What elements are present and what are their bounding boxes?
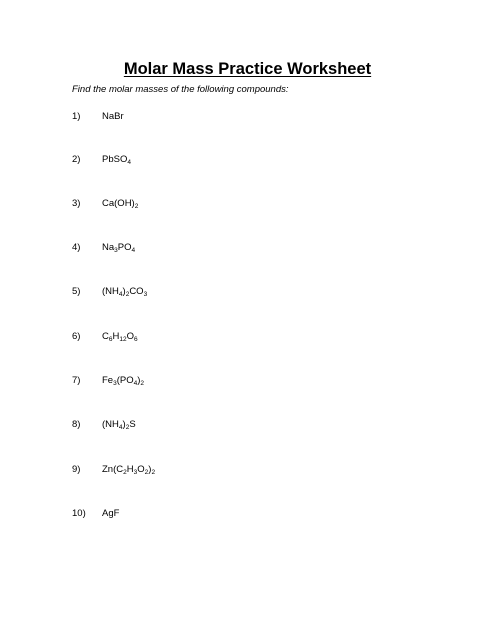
problem-item: [72, 419, 136, 431]
formula-text: ): [148, 464, 152, 475]
formula-text: O: [126, 331, 134, 342]
formula-text: (PO: [116, 375, 134, 386]
problem-number: 4): [72, 242, 81, 253]
formula-text: O: [137, 464, 145, 475]
worksheet-instructions: Find the molar masses of the following compounds:: [72, 84, 289, 95]
chemical-formula: [102, 508, 119, 519]
chemical-formula: [102, 464, 155, 475]
formula-text: NaBr: [102, 111, 124, 122]
chemical-formula: [102, 331, 138, 342]
formula-text: Fe: [102, 375, 114, 386]
formula-text: AgF: [102, 508, 120, 519]
formula-subscript: 6: [108, 336, 113, 343]
formula-text: Na: [102, 242, 115, 253]
formula-subscript: 6: [134, 336, 138, 343]
problem-item: [72, 111, 124, 123]
chemical-formula: [102, 198, 138, 209]
problem-number: 10): [72, 508, 86, 519]
formula-text: H: [126, 464, 134, 475]
formula-text: ): [122, 286, 126, 297]
problem-item: [72, 508, 119, 520]
formula-subscript: 4: [118, 291, 123, 298]
problem-number: 1): [72, 111, 81, 122]
formula-text: ): [137, 375, 141, 386]
worksheet-title: Molar Mass Practice Worksheet: [123, 60, 372, 78]
formula-text: ): [122, 419, 126, 430]
chemical-formula: [102, 419, 136, 430]
chemical-formula: [102, 154, 131, 165]
chemical-formula: [102, 375, 144, 386]
problem-item: [72, 154, 131, 166]
formula-subscript: 3: [133, 469, 138, 476]
problem-item: [72, 331, 138, 343]
formula-text: H: [112, 331, 120, 342]
problem-number: 9): [72, 464, 81, 475]
problem-item: [72, 375, 144, 387]
formula-subscript: 3: [143, 291, 148, 298]
formula-text: (NH: [102, 286, 119, 297]
formula-text: (NH: [102, 419, 119, 430]
formula-text: PO: [117, 242, 132, 253]
formula-subscript: 2: [125, 291, 130, 298]
formula-text: Ca(OH): [102, 198, 135, 209]
formula-subscript: 4: [133, 380, 138, 387]
problem-number: 6): [72, 331, 81, 342]
problem-number: 8): [72, 419, 81, 430]
formula-subscript: 2: [144, 469, 149, 476]
problem-number: 7): [72, 375, 81, 386]
formula-subscript: 12: [119, 336, 127, 343]
chemical-formula: [102, 242, 135, 253]
formula-subscript: 4: [118, 424, 123, 431]
formula-text: C: [102, 331, 109, 342]
formula-subscript: 2: [140, 380, 145, 387]
problem-item: [72, 198, 138, 210]
formula-text: PbSO: [102, 154, 128, 165]
problem-number: 3): [72, 198, 81, 209]
problem-item: [72, 464, 155, 476]
formula-subscript: 4: [127, 159, 131, 166]
formula-subscript: 2: [123, 469, 127, 476]
problem-item: [72, 286, 147, 298]
formula-subscript: 4: [131, 247, 136, 254]
formula-subscript: 2: [151, 469, 156, 476]
formula-subscript: 3: [114, 247, 118, 254]
formula-subscript: 2: [134, 203, 139, 210]
problem-number: 5): [72, 286, 81, 297]
chemical-formula: [102, 286, 147, 297]
formula-text: S: [129, 419, 136, 430]
problem-number: 2): [72, 154, 81, 165]
formula-text: CO: [129, 286, 144, 297]
formula-subscript: 3: [113, 380, 117, 387]
chemical-formula: [102, 111, 124, 122]
problem-item: [72, 242, 135, 254]
formula-text: Zn(C: [102, 464, 124, 475]
formula-subscript: 2: [125, 424, 130, 431]
